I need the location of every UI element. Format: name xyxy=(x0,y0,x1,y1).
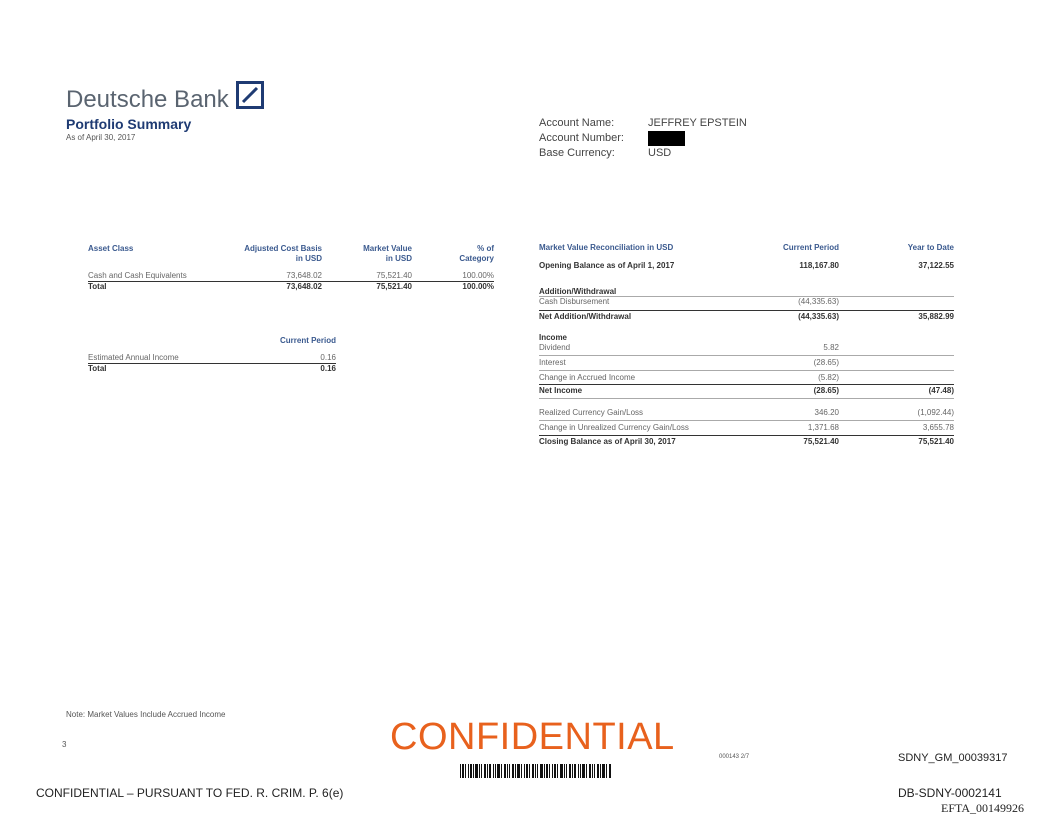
barcode-icon xyxy=(460,764,612,778)
divider xyxy=(539,398,954,399)
divider xyxy=(539,355,954,356)
bates-sdny-gm: SDNY_GM_00039317 xyxy=(898,752,1008,764)
bank-logo-text: Deutsche Bank xyxy=(66,86,229,113)
bates-db-sdny: DB-SDNY-0002141 xyxy=(898,786,1002,800)
divider xyxy=(539,420,954,421)
account-name-value: JEFFREY EPSTEIN xyxy=(648,117,747,129)
page-title: Portfolio Summary xyxy=(66,116,192,132)
confidential-stamp: CONFIDENTIAL xyxy=(390,716,675,758)
as-of-date: As of April 30, 2017 xyxy=(66,133,136,142)
section-addition-withdrawal: Addition/Withdrawal xyxy=(539,287,617,296)
section-income: Income xyxy=(539,333,568,342)
divider xyxy=(539,370,954,371)
bank-logo-icon xyxy=(236,81,264,109)
bates-efta: EFTA_00149926 xyxy=(941,801,1025,815)
base-currency-value: USD xyxy=(648,147,672,159)
account-number-label: Account Number: xyxy=(539,132,624,144)
header-current-period: Current Period xyxy=(782,243,839,252)
header-pct-category: % of Category xyxy=(459,244,494,263)
header-market-value: Market Value in USD xyxy=(363,244,412,263)
header-year-to-date: Year to Date xyxy=(907,243,954,252)
header-reconciliation: Market Value Reconciliation in USD xyxy=(539,243,674,252)
footnote: Note: Market Values Include Accrued Income xyxy=(66,710,226,719)
account-name-label: Account Name: xyxy=(539,117,615,129)
header-asset-class: Asset Class xyxy=(88,244,134,253)
divider xyxy=(539,435,954,436)
document-code: 000143 2/7 xyxy=(719,754,750,760)
base-currency-label: Base Currency: xyxy=(539,147,615,159)
header-current-period: Current Period xyxy=(279,336,336,345)
header-cost-basis: Adjusted Cost Basis in USD xyxy=(244,244,322,263)
confidentiality-notice: CONFIDENTIAL – PURSUANT TO FED. R. CRIM. P. 6(e) xyxy=(36,786,344,800)
divider xyxy=(539,310,954,311)
redaction-box xyxy=(648,131,685,146)
page-number: 3 xyxy=(62,740,67,749)
divider xyxy=(539,384,954,385)
